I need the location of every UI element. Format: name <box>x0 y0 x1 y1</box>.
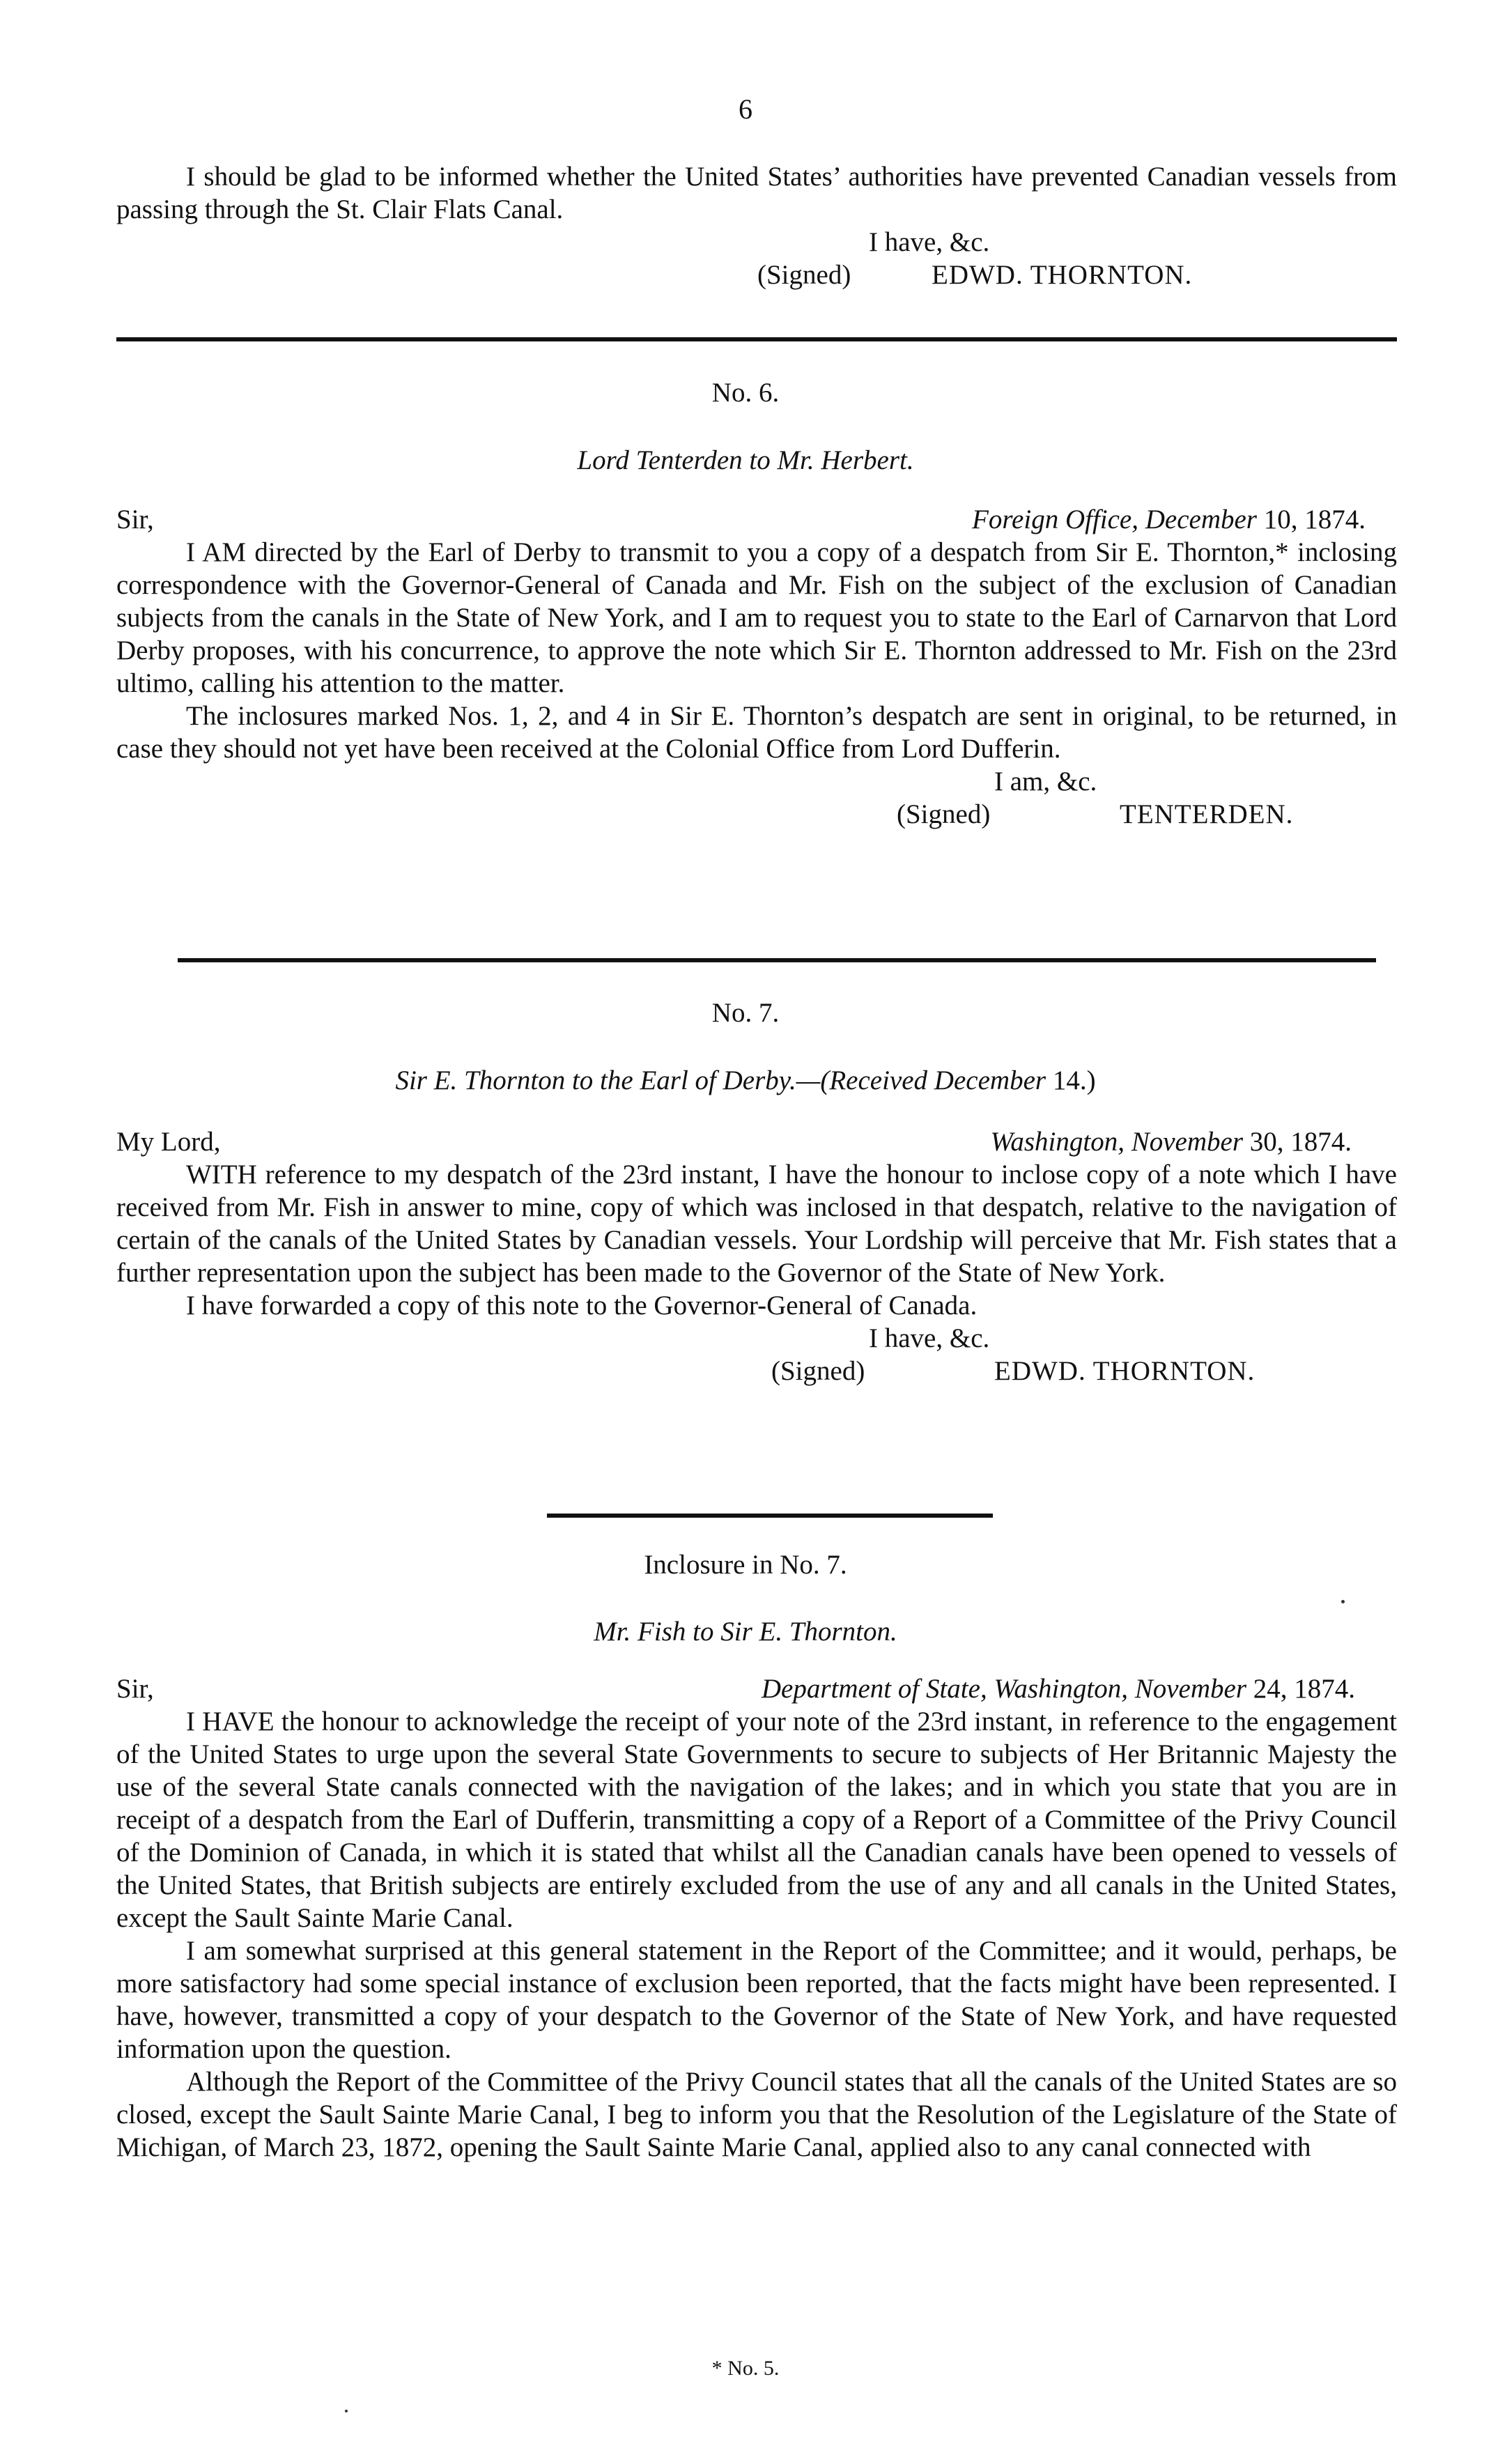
salutation: Sir, <box>116 505 154 534</box>
section-divider <box>116 337 1397 341</box>
salutation: My Lord, <box>116 1127 221 1157</box>
closing: I am, &c. <box>994 767 1097 796</box>
footnote: * No. 5. <box>711 2357 780 2380</box>
inclosure-body <box>116 1705 1397 2164</box>
title-number: 14.) <box>1052 1065 1096 1095</box>
intro-closing: I have, &c. <box>869 227 990 257</box>
place-date <box>972 503 1397 536</box>
body-paragraph: I HAVE the honour to acknowledge the receipt of your note of the 23rd instant, in reference to the engagement of the United States to urge upon the several State Governments to secure to subjects of Her Britannic Majesty the use of the several State canals connected with the navigation of the lakes; and in which you state that you are in receipt of a despatch from the Earl of Dufferin, transmitting a copy of a Report of a Committee of the Privy Council of the Dominion of Canada, in which it is stated that whilst all the Canadian canals have been opened to vessels of the United States, that British subjects are entirely excluded from the use of any and all canals in the United States, except the Sault Sainte Marie Canal. <box>116 1707 1397 1933</box>
body-paragraph: WITH reference to my despatch of the 23rd instant, I have the honour to inclose copy of a note which I have received from Mr. Fish in answer to mine, copy of which was inclosed in that despatch, relative to the navigation of certain of the canals of the United States by Canadian vessels. Your Lordship will perceive that Mr. Fish states that a further representation upon the subject has been made to the Governor of the State of New York. <box>116 1160 1397 1288</box>
place-date <box>762 1672 1397 1705</box>
intro-signature <box>116 259 1397 291</box>
signer-name: EDWD. THORNTON. <box>932 260 1193 290</box>
signed-label: (Signed) <box>757 260 851 290</box>
body-paragraph: I am somewhat surprised at this general statement in the Report of the Committee; and it would, perhaps, be more satisfactory had some special instance of exclusion been reported, that the facts might have been represented. I have, however, transmitted a copy of your despatch to the Governor of the State of New York, and have requested information upon the question. <box>116 1936 1397 2064</box>
intro-block <box>116 160 1397 291</box>
place-date-text: Department of State, Washington, November <box>761 1674 1246 1704</box>
signed-label: (Signed) <box>771 1356 865 1386</box>
inclosure-heading: Inclosure in No. 7. <box>644 1550 847 1580</box>
letter-body-7 <box>116 1158 1397 1387</box>
salutation: Sir, <box>116 1674 154 1704</box>
salutation-line-inclosure <box>116 1672 1397 1705</box>
body-paragraph: I AM directed by the Earl of Derby to transmit to you a copy of a despatch from Sir E. Thornton,* inclosing correspondence with the Governor-General of Canada and Mr. Fish on the subject of the exclusion of Canadian subjects from the canals in the State of New York, and I am to request you to state to the Earl of Carnarvon that Lord Derby proposes, with his concurrence, to approve the note which Sir E. Thornton addressed to Mr. Fish on the 23rd ultimo, calling his attention to the matter. <box>116 537 1397 698</box>
print-speck <box>1341 1600 1345 1603</box>
letter-number-7: No. 7. <box>711 998 780 1028</box>
section-divider <box>178 958 1376 962</box>
body-paragraph: I have forwarded a copy of this note to the Governor-General of Canada. <box>186 1291 978 1320</box>
letter-body-6 <box>116 536 1397 831</box>
salutation-line-7 <box>116 1125 1397 1158</box>
date-number: 10, 1874. <box>1263 505 1366 534</box>
salutation-line-6 <box>116 503 1397 536</box>
letter-title-7 <box>0 1064 1491 1097</box>
print-speck <box>345 2410 348 2412</box>
place-date-text: Washington, November <box>990 1127 1243 1157</box>
page-number: 6 <box>739 93 752 125</box>
letter-number-6: No. 6. <box>711 378 780 408</box>
section-divider <box>547 1514 993 1518</box>
intro-paragraph: I should be glad to be informed whether the United States’ authorities have prevented Canadian vessels from passing through the St. Clair Flats Canal. <box>116 162 1397 224</box>
date-number: 24, 1874. <box>1253 1674 1355 1704</box>
signature <box>116 798 1397 831</box>
closing: I have, &c. <box>869 1323 990 1353</box>
title-text: Sir E. Thornton to the Earl of Derby.—(Received December <box>395 1065 1046 1095</box>
signer-name: TENTERDEN. <box>1120 799 1294 829</box>
body-paragraph: Although the Report of the Committee of the Privy Council states that all the canals of the United States are so closed, except the Sault Sainte Marie Canal, I beg to inform you that the Resolution of the Legislature of the State of Michigan, of March 23, 1872, opening the Sault Sainte Marie Canal, applied also to any canal connected with <box>116 2067 1397 2162</box>
body-paragraph: The inclosures marked Nos. 1, 2, and 4 in Sir E. Thornton’s despatch are sent in original, to be returned, in case they should not yet have been received at the Colonial Office from Lord Dufferin. <box>116 701 1397 764</box>
date-number: 30, 1874. <box>1249 1127 1352 1157</box>
place-date <box>990 1125 1397 1158</box>
letter-title-6: Lord Tenterden to Mr. Herbert. <box>577 445 914 475</box>
signer-name: EDWD. THORNTON. <box>994 1356 1256 1386</box>
place-date-text: Foreign Office, December <box>972 505 1257 534</box>
signed-label: (Signed) <box>897 799 991 829</box>
inclosure-title: Mr. Fish to Sir E. Thornton. <box>594 1617 897 1647</box>
signature <box>116 1355 1397 1387</box>
